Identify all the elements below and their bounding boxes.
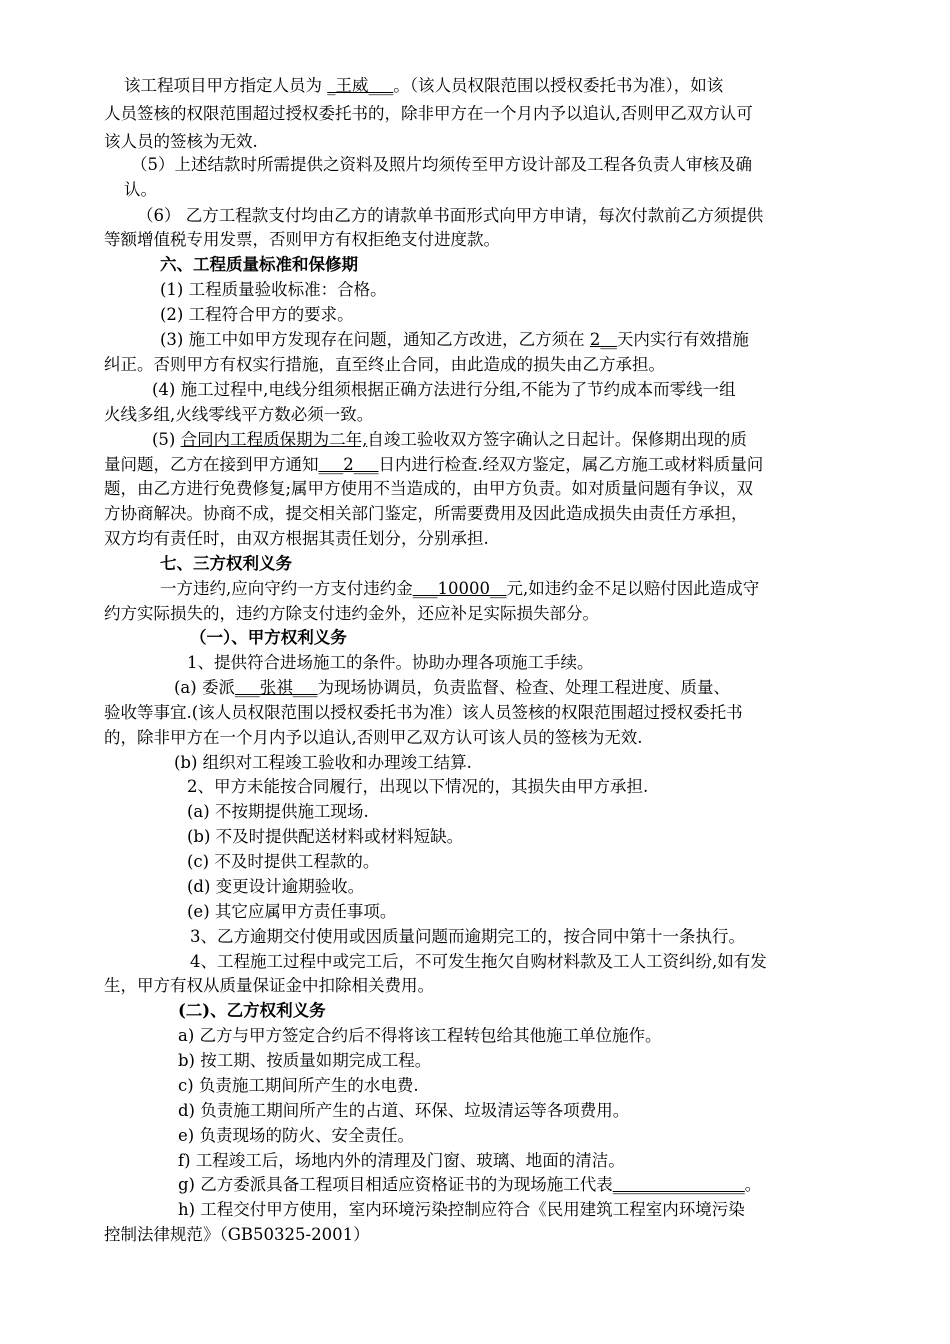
list-item: d) 负责施工期间所产生的占道、环保、垃圾清运等各项费用。 [178,1101,630,1120]
list-item: g) 乙方委派具备工程项目相适应资格证书的为现场施工代表________________。 [178,1175,762,1194]
list-item: e) 负责现场的防火、安全责任。 [178,1126,414,1145]
paragraph-line: 人员签核的权限范围超过授权委托书的，除非甲方在一个月内予以追认,否则甲乙双方认可 [104,104,753,123]
paragraph-line: 4、工程施工过程中或完工后，不可发生拖欠自购材料款及工人工资纠纷,如有发 [190,952,767,971]
list-item: f) 工程竣工后，场地内外的清理及门窗、玻璃、地面的清洁。 [178,1151,625,1170]
paragraph-line: (b) 组织对工程竣工验收和办理竣工结算. [174,753,472,772]
paragraph-line: 认。 [124,180,157,199]
paragraph-line: 双方均有责任时，由双方根据其责任划分，分别承担. [104,529,489,548]
subsection-heading-party-b: (二)、乙方权利义务 [178,1001,326,1020]
coordinator-field: ___张祺___ [234,678,318,697]
list-item: (a) 不按期提供施工现场. [187,802,369,821]
section-heading-6: 六、工程质量标准和保修期 [160,255,358,274]
penalty-amount-field: ___10000__ [412,579,507,598]
paragraph-line: (a) 委派___张祺___为现场协调员，负责监督、检查、处理工程进度、质量、 [174,678,730,697]
paragraph-line: 等额增值税专用发票，否则甲方有权拒绝支付进度款。 [104,230,500,249]
paragraph-line: 题，由乙方进行免费修复;属甲方使用不当造成的，由甲方负责。如对质量问题有争议，双 [104,479,754,498]
list-item: (d) 变更设计逾期验收。 [187,877,365,896]
paragraph-line: 验收等事宜.(该人员权限范围以授权委托书为准）该人员签核的权限范围超过授权委托书 [104,703,743,722]
list-item: h) 工程交付甲方使用，室内环境污染控制应符合《民用建筑工程室内环境污染 [178,1200,745,1219]
paragraph-line: 一方违约,应向守约一方支付违约金___10000__元,如违约金不足以赔付因此造成守 [160,579,760,598]
paragraph-line: (4) 施工过程中,电线分组须根据正确方法进行分组,不能为了节约成本而零线一组 [152,380,736,399]
paragraph-line: （5）上述结款时所需提供之资料及照片均须传至甲方设计部及工程各负责人审核及确 [131,155,752,174]
paragraph-line: (3) 施工中如甲方发现存在问题，通知乙方改进，乙方须在 2__天内实行有效措施 [160,330,749,349]
paragraph-line: 控制法律规范》（GB50325-2001） [104,1225,370,1244]
paragraph-line: 该人员的签核为无效. [104,132,258,151]
section-heading-7: 七、三方权利义务 [160,554,292,573]
paragraph-line: 纠正。否则甲方有权实行措施，直至终止合同，由此造成的损失由乙方承担。 [104,355,665,374]
paragraph-line: 2、甲方未能按合同履行，出现以下情况的，其损失由甲方承担. [187,777,649,796]
list-item: (c) 不及时提供工程款的。 [187,852,380,871]
paragraph-line: 该工程项目甲方指定人员为 _王威___。（该人员权限范围以授权委托书为准），如该 [124,76,724,95]
list-item: c) 负责施工期间所产生的水电费. [178,1076,419,1095]
paragraph-line: 火线多组,火线零线平方数必须一致。 [104,405,374,424]
paragraph-line: (5) 合同内工程质保期为二年,自竣工验收双方签字确认之日起计。保修期出现的质 [152,430,747,449]
paragraph-line: 约方实际损失的，违约方除支付违约金外，还应补足实际损失部分。 [104,604,599,623]
list-item: (e) 其它应属甲方责任事项。 [187,902,397,921]
site-representative-field: ________________ [612,1175,745,1194]
subsection-heading-party-a: （一）、甲方权利义务 [190,628,347,647]
paragraph-line: 1、提供符合进场施工的条件。协助办理各项施工手续。 [187,653,594,672]
paragraph-line: 生，甲方有权从质量保证金中扣除相关费用。 [104,976,434,995]
paragraph-line: (1) 工程质量验收标准：合格。 [160,280,387,299]
paragraph-line: 的，除非甲方在一个月内予以追认,否则甲乙双方认可该人员的签核为无效. [104,728,643,747]
list-item: a) 乙方与甲方签定合约后不得将该工程转包给其他施工单位施作。 [178,1026,662,1045]
paragraph-line: (2) 工程符合甲方的要求。 [160,305,354,324]
list-item: (b) 不及时提供配送材料或材料短缺。 [187,827,464,846]
days-field: 2__ [589,330,617,349]
paragraph-line: （6） 乙方工程款支付均由乙方的请款单书面形式向甲方申请，每次付款前乙方须提供 [137,206,764,225]
paragraph-line: 3、乙方逾期交付使用或因质量问题而逾期完工的，按合同中第十一条执行。 [190,927,745,946]
designated-person-field: _王威___ [327,76,394,95]
inspection-days-field: ___2___ [318,455,379,474]
paragraph-line: 方协商解决。协商不成，提交相关部门鉴定，所需要费用及因此造成损失由责任方承担， [104,504,748,523]
paragraph-line: 量问题，乙方在接到甲方通知___2___日内进行检查.经双方鉴定，属乙方施工或材料质量问 [104,455,764,474]
warranty-period-text: 合同内工程质保期为二年, [180,430,368,449]
list-item: b) 按工期、按质量如期完成工程。 [178,1051,432,1070]
